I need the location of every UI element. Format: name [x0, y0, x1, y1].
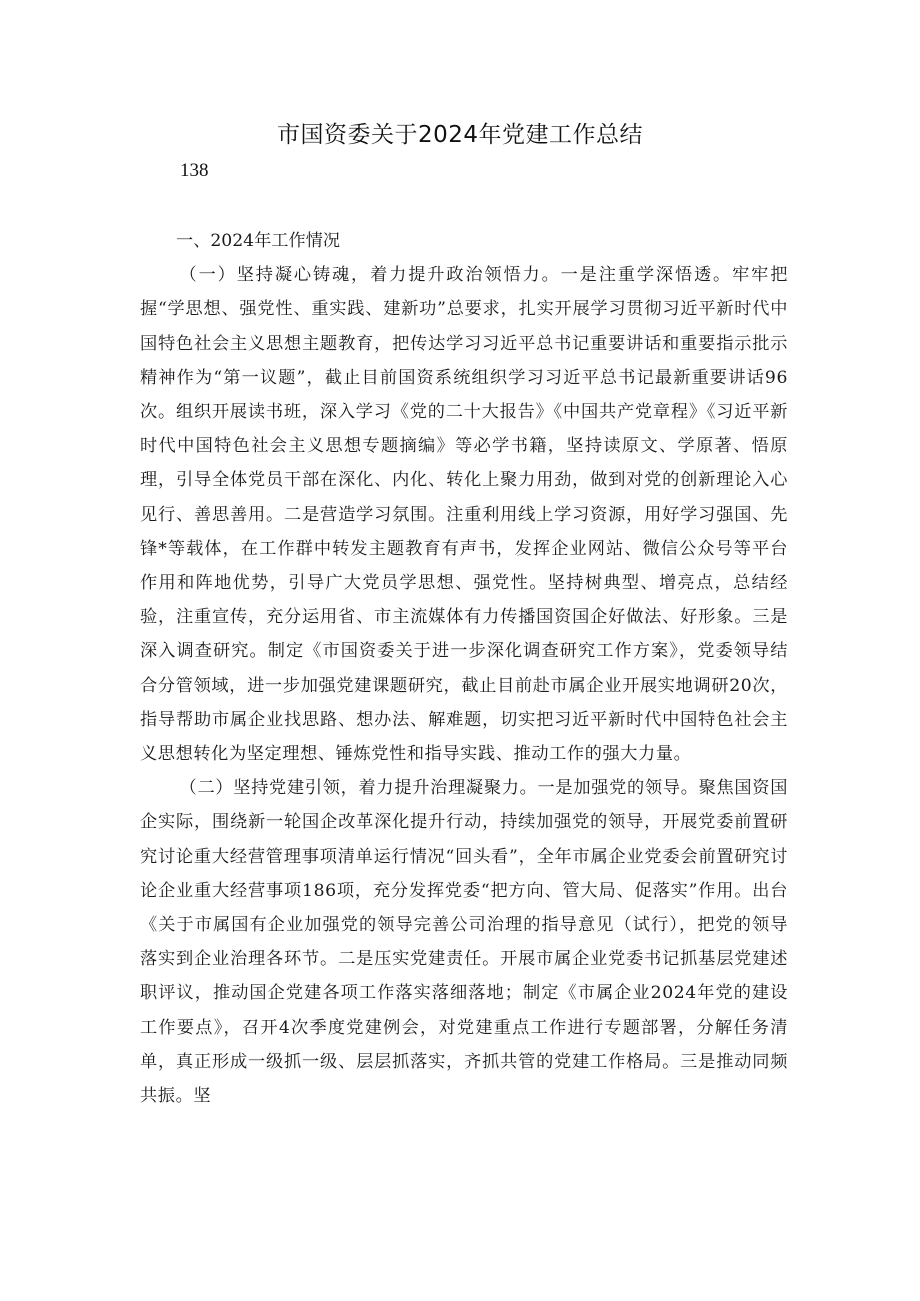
- section-heading: 一、2024年工作情况: [176, 231, 341, 251]
- document-number: 138: [180, 160, 209, 181]
- document-body: [140, 224, 788, 1113]
- document-title: 市国资委关于2024年党建工作总结: [276, 122, 644, 148]
- body-paragraph: （二）坚持党建引领，着力提升治理凝聚力。一是加强党的领导。聚焦国资国企实际，围绕新一轮国企改革深化提升行动，持续加强党的领导，开展党委前置研究讨论重大经营管理事项清单运行情况“回头看”，全年市属企业党委会前置研究讨论企业重大经营事项186项，充分发挥党委“把方向、管大局、促落实”作用。出台《关于市属国有企业加强党的领导完善公司治理的指导意见（试行），把党的领导落实到企业治理各环节。二是压实党建责任。开展市属企业党委书记抓基层党建述职评议，推动国企党建各项工作落实落细落地；制定《市属企业2024年党的建设工作要点》，召开4次季度党建例会，对党建重点工作进行专题部署，分解任务清单，真正形成一级抓一级、层层抓落实，齐抓共管的党建工作格局。三是推动同频共振。坚: [140, 778, 788, 1107]
- body-paragraph: （一）坚持凝心铸魂，着力提升政治领悟力。一是注重学深悟透。牢牢把握“学思想、强党性、重实践、建新功”总要求，扎实开展学习贯彻习近平新时代中国特色社会主义思想主题教育，把传达学习习近平总书记重要讲话和重要指示批示精神作为“第一议题”，截止目前国资系统组织学习习近平总书记最新重要讲话96次。组织开展读书班，深入学习《党的二十大报告》《中国共产党章程》《习近平新时代中国特色社会主义思想专题摘编》等必学书籍，坚持读原文、学原著、悟原理，引导全体党员干部在深化、内化、转化上聚力用劲，做到对党的创新理论入心见行、善思善用。二是营造学习氛围。注重利用线上学习资源，用好学习强国、先锋*等载体，在工作群中转发主题教育有声书，发挥企业网站、微信公众号等平台作用和阵地优势，引导广大党员学思想、强党性。坚持树典型、增亮点，总结经验，注重宣传，充分运用省、市主流媒体有力传播国资国企好做法、好形象。三是深入调查研究。制定《市国资委关于进一步深化调查研究工作方案》，党委领导结合分管领域，进一步加强党建课题研究，截止目前赴市属企业开展实地调研20次，指导帮助市属企业找思路、想办法、解难题，切实把习近平新时代中国特色社会主义思想转化为坚定理想、锤炼党性和指导实践、推动工作的强大力量。: [140, 265, 788, 765]
